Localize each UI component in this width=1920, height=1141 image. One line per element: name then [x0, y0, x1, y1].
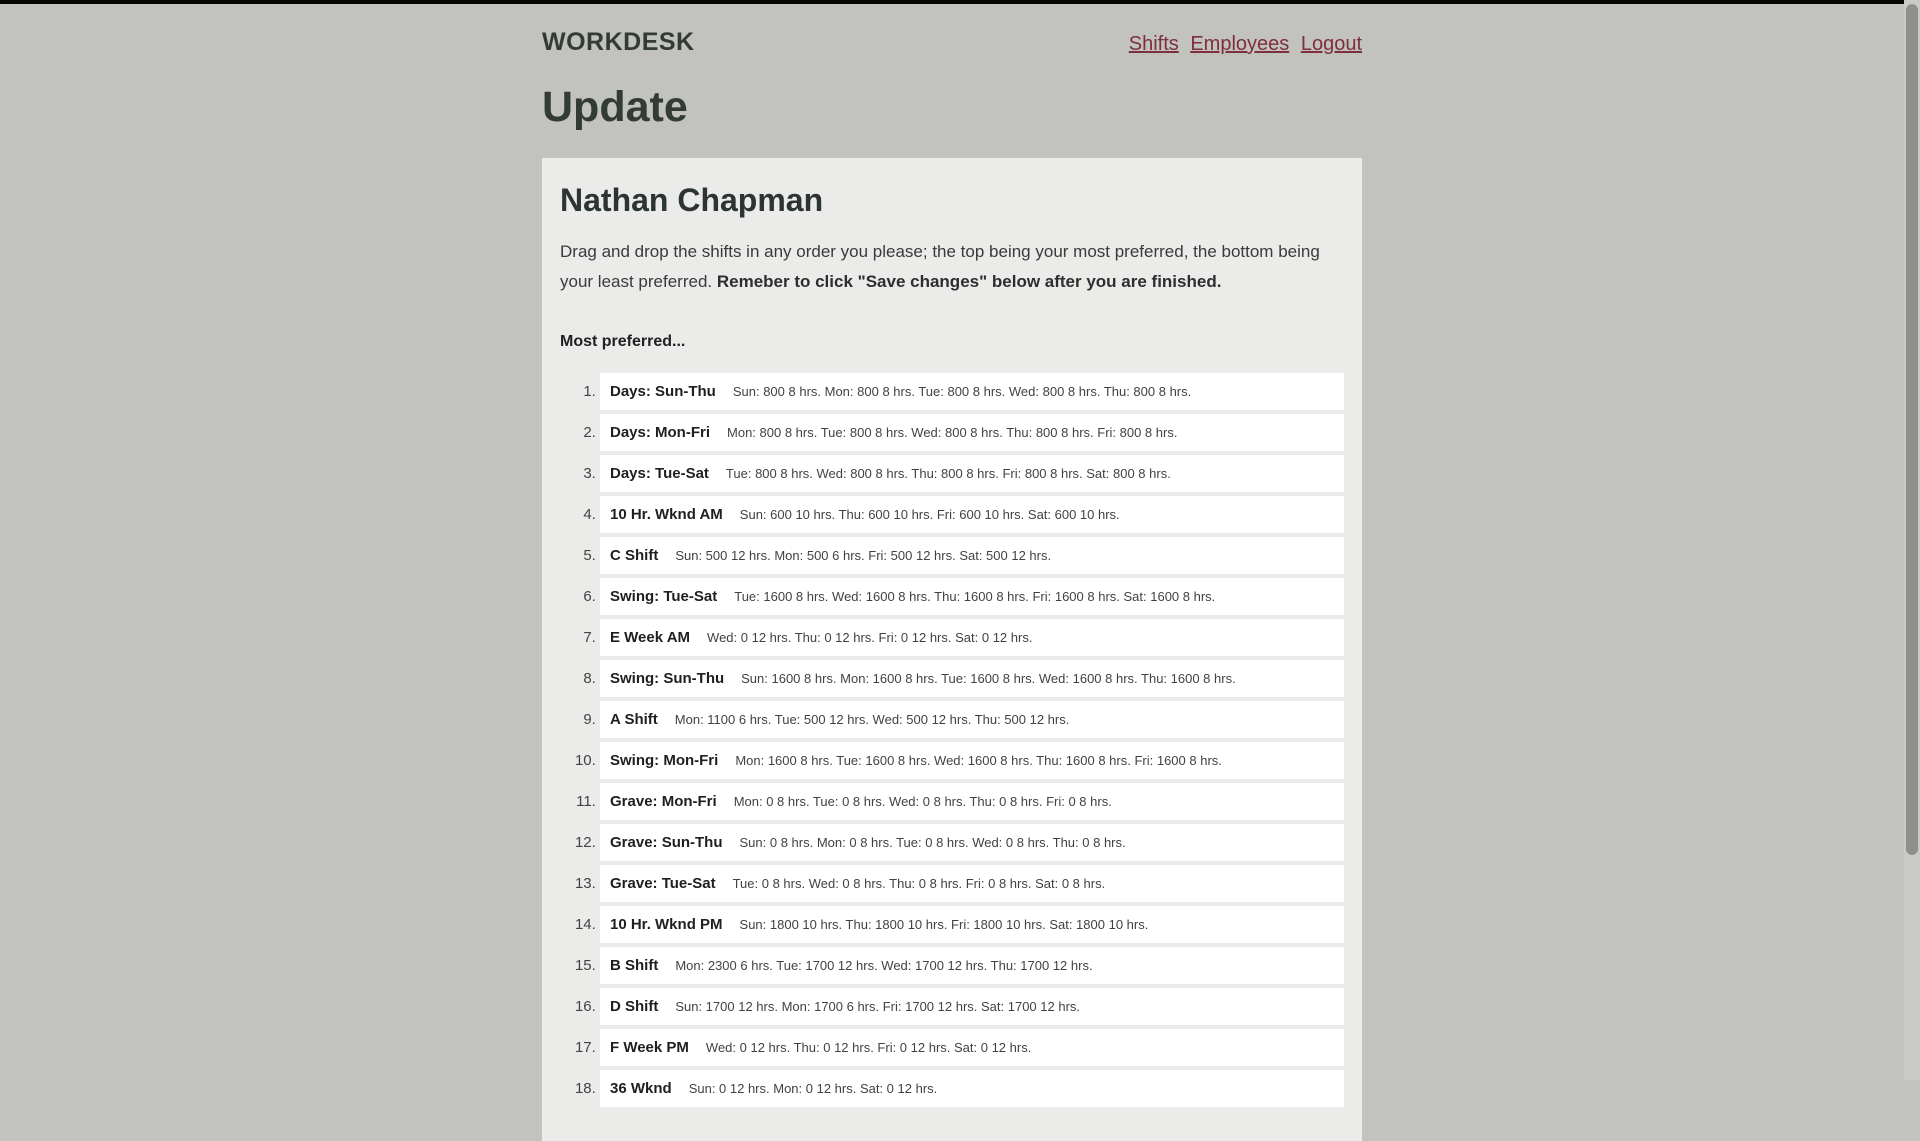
page [0, 28, 1904, 1141]
shift-details: Tue: 1600 8 hrs. Wed: 1600 8 hrs. Thu: 1600 8 hrs. Fri: 1600 8 hrs. Sat: 1600 8 hrs. [734, 589, 1216, 604]
main-nav [1129, 33, 1362, 56]
brand-title: WORKDESK [542, 28, 695, 56]
shift-name: Grave: Mon-Fri [610, 793, 717, 810]
page-title: Update [542, 83, 688, 131]
shift-row[interactable] [600, 906, 1344, 943]
shift-details: Sun: 1700 12 hrs. Mon: 1700 6 hrs. Fri: 1700 12 hrs. Sat: 1700 12 hrs. [675, 999, 1081, 1014]
shift-row[interactable] [600, 988, 1344, 1025]
content-container [542, 28, 1362, 1141]
shift-row[interactable] [600, 701, 1344, 738]
employee-name: Nathan Chapman [560, 182, 824, 218]
shift-row[interactable] [600, 865, 1344, 902]
shift-name: B Shift [610, 957, 659, 974]
shift-name: E Week AM [610, 629, 691, 646]
shift-row[interactable] [600, 824, 1344, 861]
shift-row[interactable] [600, 947, 1344, 984]
shift-row[interactable] [600, 496, 1344, 533]
nav-link-employees[interactable]: Employees [1190, 33, 1290, 55]
shift-row[interactable] [600, 1070, 1344, 1107]
shift-row[interactable] [600, 578, 1344, 615]
shift-details: Mon: 1600 8 hrs. Tue: 1600 8 hrs. Wed: 1600 8 hrs. Thu: 1600 8 hrs. Fri: 1600 8 hrs. [735, 753, 1222, 768]
preferences-card [542, 158, 1362, 1141]
shift-details: Mon: 0 8 hrs. Tue: 0 8 hrs. Wed: 0 8 hrs. Thu: 0 8 hrs. Fri: 0 8 hrs. [733, 794, 1112, 809]
instructions-bold: Remeber to click "Save changes" below after you are finished. [716, 272, 1222, 291]
instructions-text [560, 237, 1344, 297]
shift-details: Sun: 500 12 hrs. Mon: 500 6 hrs. Fri: 500 12 hrs. Sat: 500 12 hrs. [675, 548, 1052, 563]
nav-link-shifts[interactable]: Shifts [1128, 33, 1179, 55]
shift-list [560, 373, 1344, 1107]
instructions-normal: Drag and drop the shifts in any order you please; the top being your most preferred, the bottom being your least preferred. [560, 242, 1320, 291]
shift-details: Sun: 1600 8 hrs. Mon: 1600 8 hrs. Tue: 1600 8 hrs. Wed: 1600 8 hrs. Thu: 1600 8 hrs. [741, 671, 1236, 686]
shift-name: Swing: Tue-Sat [610, 588, 718, 605]
shift-name: C Shift [610, 547, 659, 564]
shift-row[interactable] [600, 373, 1344, 410]
nav-link-logout[interactable]: Logout [1300, 33, 1362, 55]
shift-row[interactable] [600, 742, 1344, 779]
shift-row[interactable] [600, 660, 1344, 697]
header [542, 28, 1362, 57]
shift-details: Mon: 2300 6 hrs. Tue: 1700 12 hrs. Wed: 1700 12 hrs. Thu: 1700 12 hrs. [675, 958, 1093, 973]
shift-details: Wed: 0 12 hrs. Thu: 0 12 hrs. Fri: 0 12 hrs. Sat: 0 12 hrs. [707, 630, 1033, 645]
shift-row[interactable] [600, 455, 1344, 492]
shift-name: 36 Wknd [610, 1080, 672, 1097]
scrollbar-track[interactable] [1904, 0, 1920, 1080]
shift-name: Days: Mon-Fri [610, 424, 711, 441]
shift-name: Days: Tue-Sat [610, 465, 709, 482]
shift-details: Mon: 1100 6 hrs. Tue: 500 12 hrs. Wed: 500 12 hrs. Thu: 500 12 hrs. [674, 712, 1070, 727]
shift-details: Sun: 0 8 hrs. Mon: 0 8 hrs. Tue: 0 8 hrs. Wed: 0 8 hrs. Thu: 0 8 hrs. [739, 835, 1126, 850]
shift-row[interactable] [600, 414, 1344, 451]
shift-name: Grave: Sun-Thu [610, 834, 723, 851]
shift-name: A Shift [610, 711, 658, 728]
shift-row[interactable] [600, 783, 1344, 820]
shift-name: Swing: Sun-Thu [610, 670, 725, 687]
shift-details: Sun: 600 10 hrs. Thu: 600 10 hrs. Fri: 600 10 hrs. Sat: 600 10 hrs. [739, 507, 1120, 522]
shift-details: Wed: 0 12 hrs. Thu: 0 12 hrs. Fri: 0 12 hrs. Sat: 0 12 hrs. [705, 1040, 1032, 1055]
shift-row[interactable] [600, 1029, 1344, 1066]
shift-name: F Week PM [610, 1039, 689, 1056]
shift-name: Grave: Tue-Sat [610, 875, 716, 892]
shift-row[interactable] [600, 619, 1344, 656]
shift-details: Sun: 800 8 hrs. Mon: 800 8 hrs. Tue: 800 8 hrs. Wed: 800 8 hrs. Thu: 800 8 hrs. [732, 384, 1192, 399]
shift-name: Swing: Mon-Fri [610, 752, 719, 769]
shift-name: D Shift [610, 998, 659, 1015]
scrollbar-thumb[interactable] [1906, 4, 1918, 855]
shift-details: Mon: 800 8 hrs. Tue: 800 8 hrs. Wed: 800 8 hrs. Thu: 800 8 hrs. Fri: 800 8 hrs. [727, 425, 1178, 440]
shift-name: 10 Hr. Wknd PM [610, 916, 723, 933]
shift-details: Sun: 1800 10 hrs. Thu: 1800 10 hrs. Fri: 1800 10 hrs. Sat: 1800 10 hrs. [739, 917, 1149, 932]
shift-row[interactable] [600, 537, 1344, 574]
shift-details: Tue: 800 8 hrs. Wed: 800 8 hrs. Thu: 800 8 hrs. Fri: 800 8 hrs. Sat: 800 8 hrs. [725, 466, 1171, 481]
shift-details: Tue: 0 8 hrs. Wed: 0 8 hrs. Thu: 0 8 hrs. Fri: 0 8 hrs. Sat: 0 8 hrs. [732, 876, 1106, 891]
top-strip [0, 0, 1920, 4]
shift-name: Days: Sun-Thu [610, 383, 716, 400]
shift-details: Sun: 0 12 hrs. Mon: 0 12 hrs. Sat: 0 12 hrs. [688, 1081, 938, 1096]
list-heading: Most preferred... [560, 333, 686, 350]
shift-name: 10 Hr. Wknd AM [610, 506, 723, 523]
